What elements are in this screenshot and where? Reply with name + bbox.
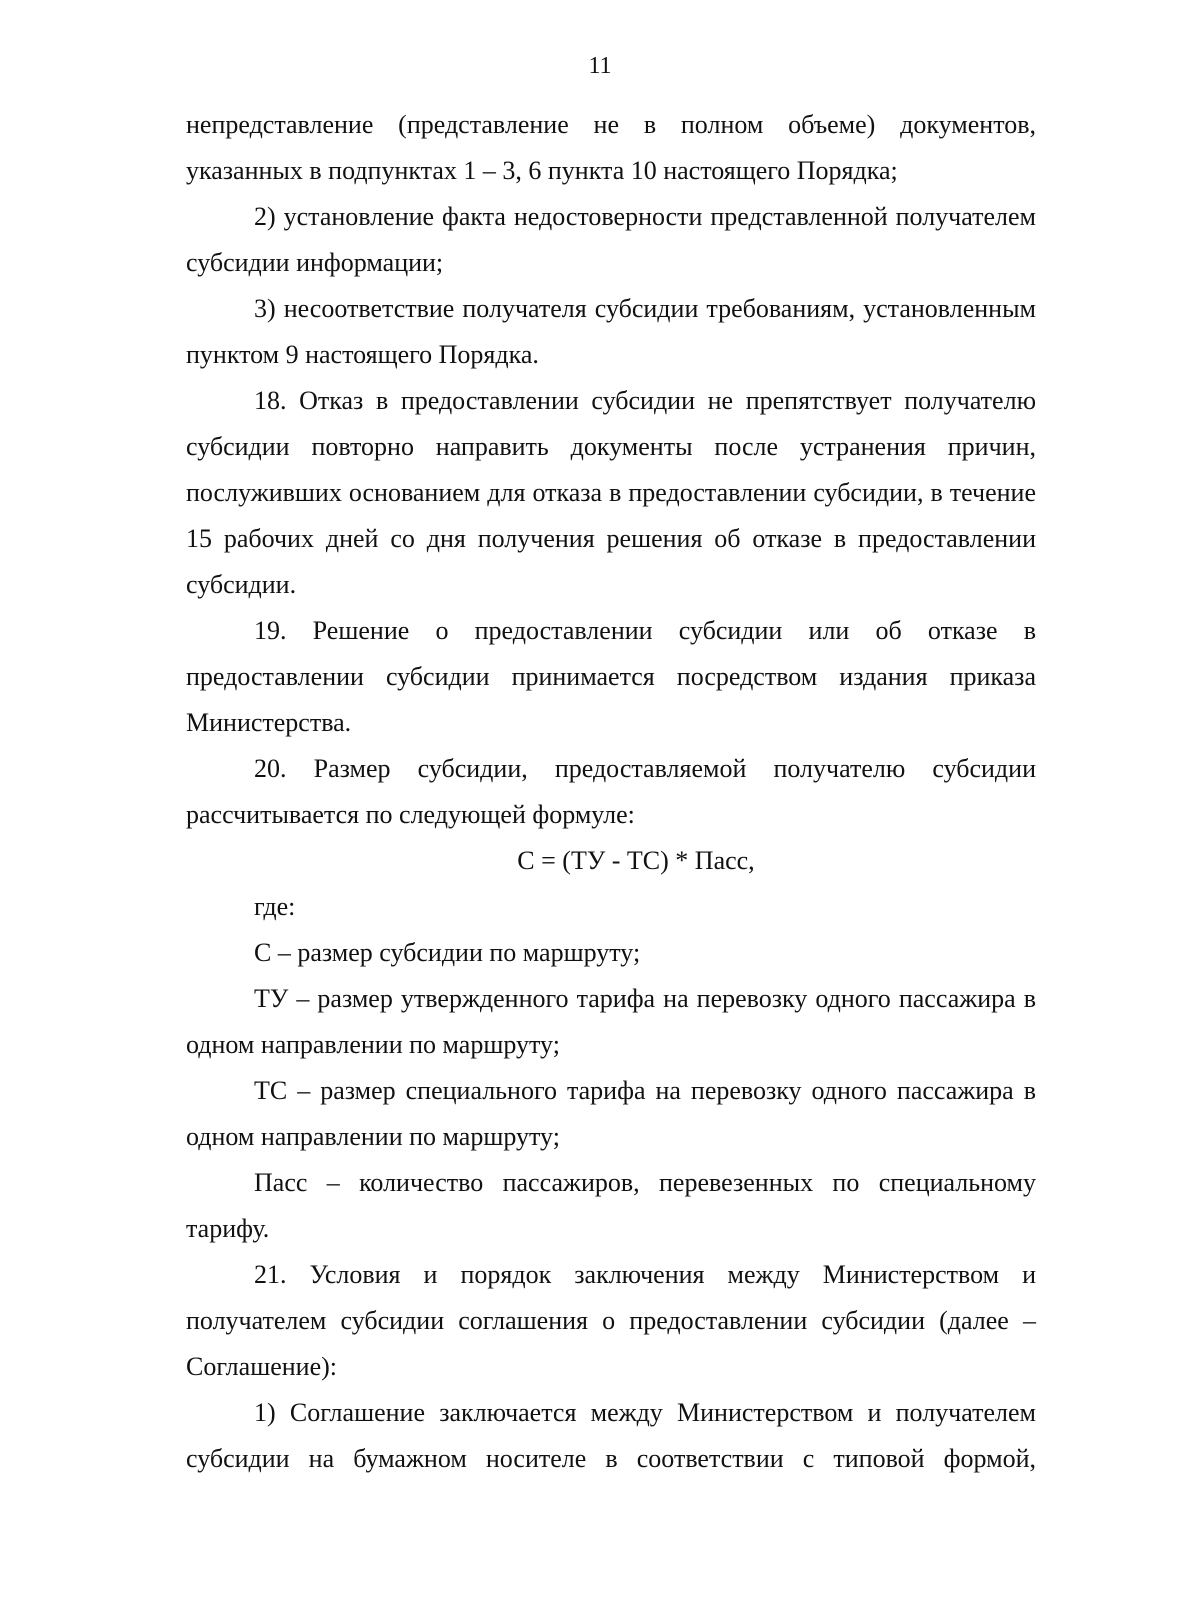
definition-ts: ТС – размер специального тарифа на перевозку одного пассажира в одном направлении по маршруту; — [186, 1076, 1036, 1151]
paragraph-19: 19. Решение о предоставлении субсидии или об отказе в предоставлении субсидии принимается посредством издания приказа Министерства. — [186, 616, 1036, 737]
paragraph-item-2: 2) установление факта недостоверности представленной получателем субсидии информации; — [186, 202, 1036, 277]
paragraph-continued: непредставление (представление не в полном объеме) документов, указанных в подпунктах 1 – 3, 6 пункта 10 настоящего Порядка; — [186, 110, 1036, 185]
definition-pass: Пасс – количество пассажиров, перевезенных по специальному тарифу. — [186, 1168, 1036, 1243]
page-number: 11 — [588, 53, 612, 79]
definition-tu: ТУ – размер утвержденного тарифа на перевозку одного пассажира в одном направлении по маршруту; — [186, 984, 1036, 1059]
subsidy-formula: С = (ТУ - ТС) * Пасс, — [517, 846, 755, 875]
definition-c: С – размер субсидии по маршруту; — [254, 938, 641, 967]
paragraph-18: 18. Отказ в предоставлении субсидии не препятствует получателю субсидии повторно направить документы после устранения причин, послуживших основанием для отказа в предоставлении субсидии, в течение 15 рабочих дней со дня получения решения об отказе в предоставлении субсидии. — [186, 386, 1036, 599]
paragraph-item-3: 3) несоответствие получателя субсидии требованиям, установленным пунктом 9 настоящего Порядка. — [186, 294, 1036, 369]
formula-where: где: — [254, 892, 296, 921]
paragraph-21: 21. Условия и порядок заключения между Министерством и получателем субсидии соглашения о предоставлении субсидии (далее – Соглашение): — [186, 1260, 1036, 1381]
paragraph-21-item-1: 1) Соглашение заключается между Министерством и получателем субсидии на бумажном носителе в соответствии с типовой формой, — [186, 1398, 1036, 1473]
paragraph-20: 20. Размер субсидии, предоставляемой получателю субсидии рассчитывается по следующей формуле: — [186, 754, 1036, 829]
document-body — [186, 102, 1036, 1482]
